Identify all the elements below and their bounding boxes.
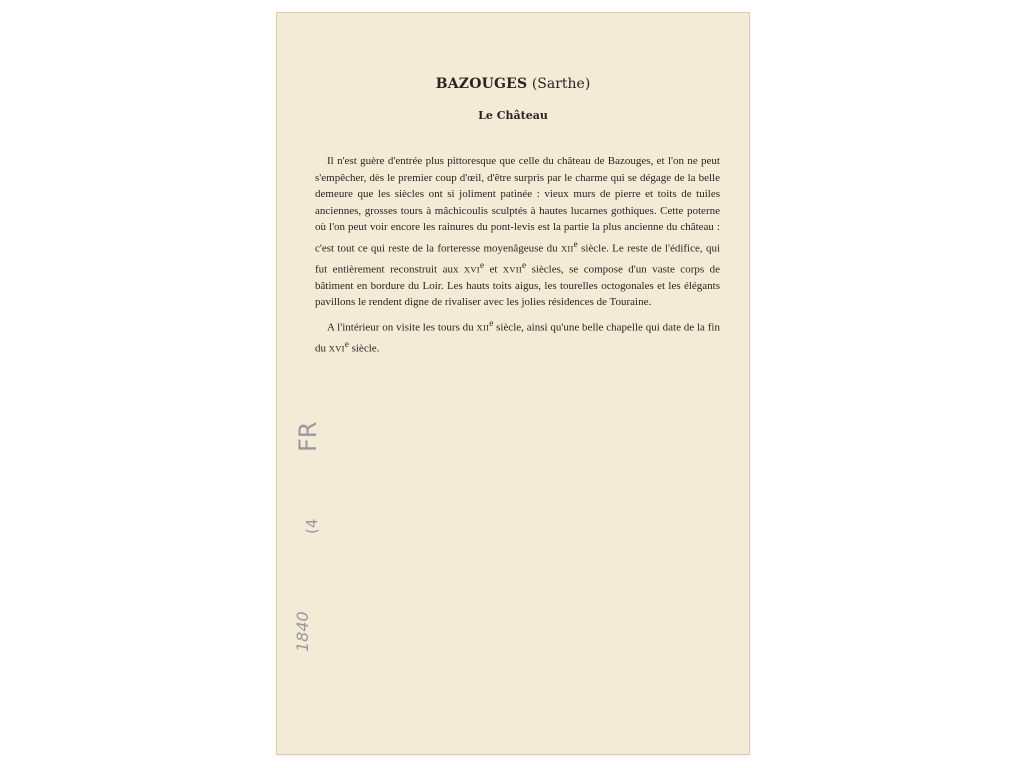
body-text [315, 153, 720, 361]
p1-century-1: XII [560, 243, 574, 254]
p2-sup-2: e [344, 338, 349, 349]
pencil-annotation-number: 1840 [293, 611, 312, 652]
p1-century-3: XVII [502, 264, 523, 275]
postcard-back [277, 13, 749, 754]
title-region: (Sarthe) [531, 76, 591, 92]
p1-sup-1: e [573, 238, 578, 249]
p2-century-1: XII [476, 322, 490, 333]
pencil-annotation-fr: FR [294, 421, 322, 452]
p1-text-2: siècle. Le reste de l'édifice, qui fut entièrement reconstruit aux [315, 242, 720, 276]
p1-text-4: siècles, se compose d'un vaste corps de bâtiment en bordure du Loir. Les hauts toits aigus, les tourelles octogonales et les élégants pavillons le rendent digne de rivaliser avec les jolies résidences de Touraine. [315, 263, 720, 309]
p1-sup-3: e [522, 259, 527, 270]
p2-sup-1: e [489, 317, 494, 328]
p2-text-2: siècle, ainsi qu'une belle chapelle qui date de la fin du [315, 321, 720, 355]
p1-text-3: et [484, 263, 503, 276]
p1-text-1: Il n'est guère d'entrée plus pittoresque que celle du château de Bazouges, et l'on ne peut s'empêcher, dès le premier coup d'œil, d'être surpris par le charme qui se dégage de la belle demeure que les siècles ont si joliment patinée : vieux murs de pierre et toits de tuiles anciennes, grosses tours à mâchicoulis sculptés à hautes lucarnes gothiques. Cette poterne où l'on peut voir encore les rainures du pont-levis est la partie la plus ancienne du château : c'est tout ce qui reste de la forteresse moyenâgeuse du [315, 155, 720, 255]
subtitle: Le Château [478, 109, 548, 122]
paragraph-1 [315, 153, 720, 311]
p2-text-1: A l'intérieur on visite les tours du [327, 321, 477, 334]
p2-century-2: XVI [328, 343, 345, 354]
paragraph-2 [315, 315, 720, 357]
p1-sup-2: e [479, 259, 485, 270]
page-title [277, 75, 749, 93]
title-place: BAZOUGES [435, 76, 528, 92]
p1-century-2: XVI [463, 264, 480, 275]
p2-text-3: siècle. [348, 342, 380, 355]
pencil-annotation-paren: (4 [303, 518, 321, 534]
